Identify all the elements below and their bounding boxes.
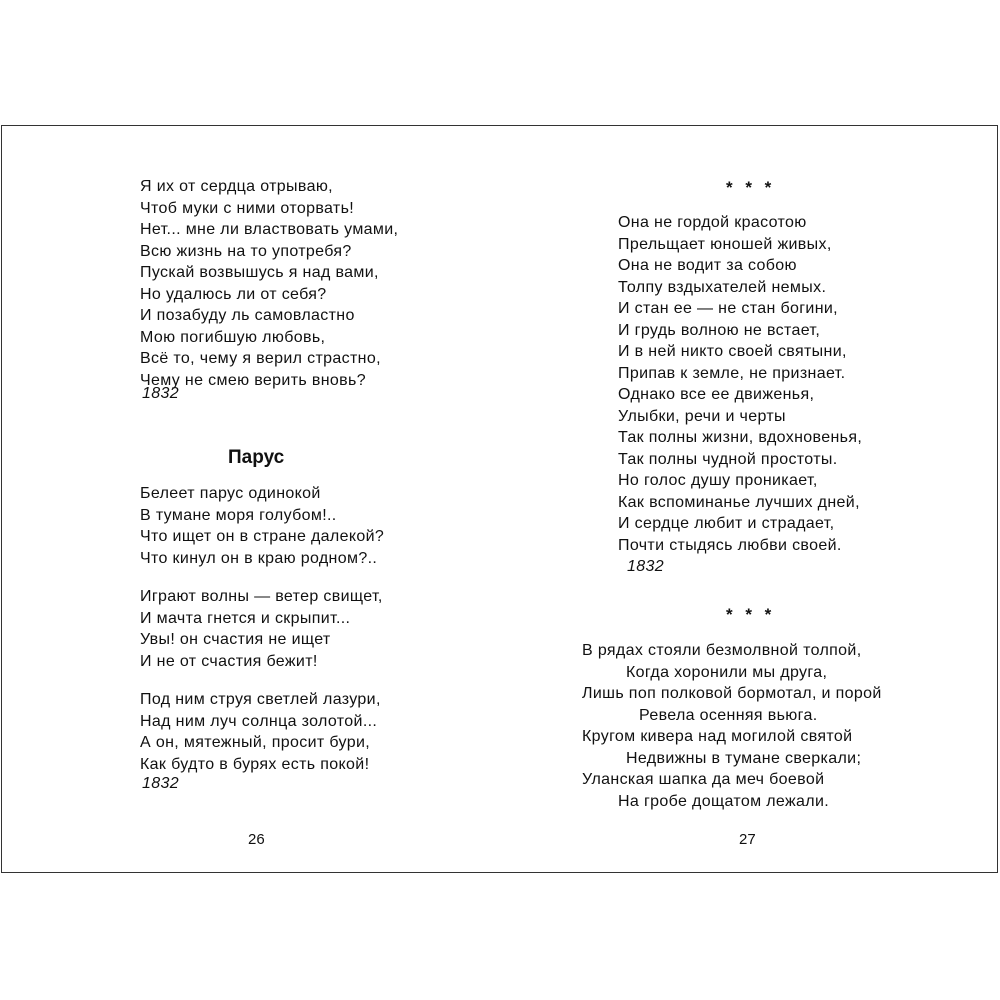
verse-line: Я их от сердца отрываю, (140, 178, 333, 195)
verse-line: Но голос душу проникает, (618, 472, 818, 489)
verse-line: Однако все ее движенья, (618, 386, 815, 403)
verse-line: Как будто в бурях есть покой! (140, 755, 370, 773)
verse-line: Кругом кивера над могилой святой (582, 728, 853, 745)
verse-line: Припав к земле, не признает. (618, 364, 846, 382)
verse-line: Прельщает юношей живых, (618, 235, 832, 253)
verse-line: Пускай возвышусь я над вами, (140, 264, 379, 281)
poem-title: Парус (228, 447, 285, 468)
verse-line: Она не водит за собою (618, 257, 797, 274)
verse-line: Мою погибшую любовь, (140, 328, 326, 346)
verse-line: Почти стыдясь любви своей. (618, 536, 842, 554)
poem-year: 1832 (142, 385, 179, 402)
verse-line: И не от счастия бежит! (140, 652, 318, 670)
verse-line: Белеет парус одинокой (140, 485, 321, 502)
verse-line: Что кинул он в краю родном?.. (140, 549, 378, 567)
verse-line: Так полны жизни, вдохновенья, (618, 429, 863, 446)
verse-line: Недвижны в тумане сверкали; (626, 749, 862, 767)
verse-line: Лишь поп полковой бормотал, и порой (582, 685, 882, 702)
verse-line: Но удалюсь ли от себя? (140, 285, 327, 303)
verse-line: Всю жизнь на то употребя? (140, 242, 352, 260)
stars-heading: * * * (726, 605, 776, 624)
verse-line: И грудь волною не встает, (618, 321, 821, 339)
verse-line: И в ней никто своей святыни, (618, 343, 847, 360)
verse-line: Чтоб муки с ними оторвать! (140, 199, 355, 217)
verse-line: Улыбки, речи и черты (618, 407, 786, 425)
book-spread (1, 125, 998, 873)
verse-line: Чему не смею верить вновь? (140, 371, 366, 389)
verse-line: Увы! он счастия не ищет (140, 631, 331, 648)
verse-line: Она не гордой красотою (618, 214, 807, 231)
page-number: 27 (739, 831, 756, 848)
verse-line: Толпу вздыхателей немых. (618, 278, 827, 296)
verse-line: В рядах стояли безмолвной толпой, (582, 642, 862, 659)
verse-line: Так полны чудной простоты. (618, 450, 838, 468)
verse-line: Ревела осенняя вьюга. (639, 706, 818, 724)
poem-year: 1832 (627, 558, 664, 575)
verse-line: Когда хоронили мы друга, (626, 663, 828, 681)
verse-line: И мачта гнется и скрыпит... (140, 609, 351, 627)
stars-heading: * * * (726, 178, 776, 197)
poem-year: 1832 (142, 775, 179, 792)
verse-line: На гробе дощатом лежали. (618, 792, 830, 810)
verse-line: И стан ее — не стан богини, (618, 300, 838, 317)
page-number: 26 (248, 831, 265, 848)
verse-line: И позабуду ль самовластно (140, 307, 355, 324)
verse-line: И сердце любит и страдает, (618, 515, 835, 532)
verse-line: Что ищет он в стране далекой? (140, 528, 385, 545)
verse-line: Играют волны — ветер свищет, (140, 588, 383, 605)
verse-line: В тумане моря голубом!.. (140, 506, 337, 524)
verse-line: Под ним струя светлей лазури, (140, 691, 381, 708)
verse-line: Уланская шапка да меч боевой (582, 771, 825, 788)
verse-line: Нет... мне ли властвовать умами, (140, 221, 399, 238)
verse-line: А он, мятежный, просит бури, (140, 734, 371, 751)
verse-line: Всё то, чему я верил страстно, (140, 350, 381, 367)
verse-line: Над ним луч солнца золотой... (140, 712, 378, 730)
verse-line: Как вспоминанье лучших дней, (618, 493, 860, 511)
